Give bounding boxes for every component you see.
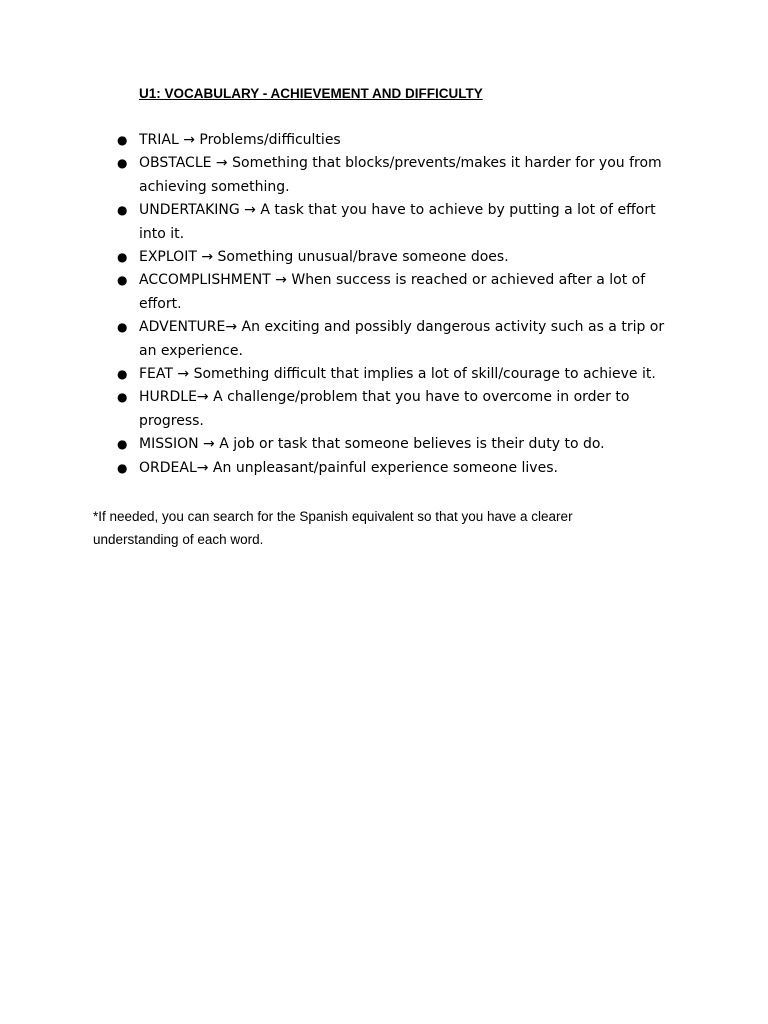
vocab-item-text: ACCOMPLISHMENT → When success is reached or achieved after a lot of effort. bbox=[139, 272, 646, 312]
footnote: *If needed, you can search for the Spanish equivalent so that you have a clearer understanding of each word. bbox=[93, 509, 573, 547]
vocab-item-text: MISSION → A job or task that someone believes is their duty to do. bbox=[139, 436, 605, 453]
vocab-item-accomplishment bbox=[117, 269, 679, 316]
bullet-icon: ● bbox=[117, 250, 128, 265]
vocab-item-hurdle bbox=[117, 386, 679, 433]
vocab-item-obstacle bbox=[117, 152, 679, 199]
vocab-item-text: HURDLE→ A challenge/problem that you have to overcome in order to progress. bbox=[139, 389, 630, 429]
bullet-icon: ● bbox=[117, 133, 128, 147]
bullet-icon: ● bbox=[117, 367, 128, 382]
vocab-item-text: ADVENTURE→ An exciting and possibly dangerous activity such as a trip or an experience. bbox=[139, 319, 665, 359]
bullet-icon: ● bbox=[117, 320, 128, 335]
vocab-item-exploit bbox=[117, 246, 679, 269]
vocab-item-text: OBSTACLE → Something that blocks/prevents/makes it harder for you from achieving something. bbox=[139, 155, 662, 195]
vocab-item-text: ORDEAL→ An unpleasant/painful experience someone lives. bbox=[139, 459, 558, 476]
vocab-item-trial bbox=[117, 129, 679, 152]
vocabulary-list bbox=[117, 129, 679, 480]
vocab-item-feat bbox=[117, 363, 679, 386]
vocab-item-adventure bbox=[117, 316, 679, 363]
vocab-item-ordeal bbox=[117, 457, 679, 480]
vocab-item-text: TRIAL → Problems/difficulties bbox=[139, 132, 341, 148]
vocab-item-text: FEAT → Something difficult that implies a lot of skill/courage to achieve it. bbox=[139, 366, 656, 383]
vocab-item-undertaking bbox=[117, 199, 679, 246]
bullet-icon: ● bbox=[117, 460, 128, 475]
vocab-item-mission bbox=[117, 433, 679, 456]
vocab-item-text: EXPLOIT → Something unusual/brave someone does. bbox=[139, 249, 509, 266]
bullet-icon: ● bbox=[117, 437, 128, 452]
bullet-icon: ● bbox=[117, 156, 128, 171]
bullet-icon: ● bbox=[117, 390, 128, 405]
vocab-item-text: UNDERTAKING → A task that you have to achieve by putting a lot of effort into it. bbox=[139, 202, 656, 242]
bullet-icon: ● bbox=[117, 273, 128, 288]
bullet-icon: ● bbox=[117, 203, 128, 218]
document-title: U1: VOCABULARY - ACHIEVEMENT AND DIFFICULTY bbox=[139, 86, 483, 101]
